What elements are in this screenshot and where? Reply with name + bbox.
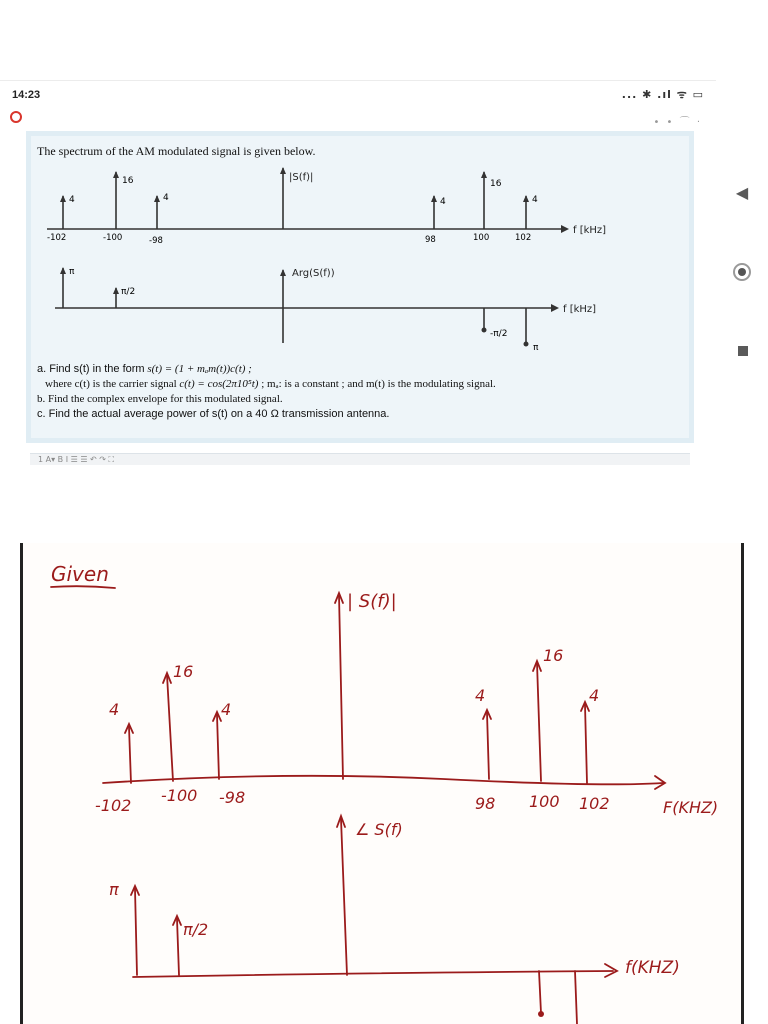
hw-phase-impulse bbox=[575, 971, 577, 1024]
hw-magnitude-tick: -102 bbox=[95, 796, 132, 815]
phase-label: Arg(S(f)) bbox=[292, 268, 335, 279]
hw-magnitude-value: 4 bbox=[221, 700, 232, 719]
phase-impulse bbox=[482, 308, 508, 339]
hw-magnitude-tick: -100 bbox=[161, 786, 198, 805]
hw-phase-impulse bbox=[539, 971, 541, 1013]
handwritten-notes bbox=[20, 543, 744, 1024]
status-icons: ... ✱ .ıl ᯤ ▭ bbox=[621, 88, 704, 101]
magnitude-impulse bbox=[60, 195, 75, 229]
svg-text:16: 16 bbox=[490, 179, 502, 189]
magnitude-impulse bbox=[481, 171, 502, 229]
magnitude-impulse bbox=[523, 195, 538, 229]
magnitude-tick: 100 bbox=[473, 233, 490, 243]
app-logo-icon bbox=[10, 111, 22, 123]
hw-axis-label: F(KHZ) bbox=[663, 798, 719, 817]
hw-magnitude-tick: -98 bbox=[219, 788, 246, 807]
hw-magnitude-tick: 102 bbox=[579, 794, 610, 813]
hw-phase-label: ∠ S(f) bbox=[355, 820, 403, 839]
part-a-carrier-prefix: where c(t) is the carrier signal bbox=[45, 378, 177, 390]
phase-impulse bbox=[113, 287, 135, 308]
hw-magnitude-value: 4 bbox=[475, 686, 486, 705]
svg-text:4: 4 bbox=[532, 195, 538, 205]
back-button-icon[interactable]: ◀ bbox=[735, 185, 749, 202]
hw-phase-impulse bbox=[177, 919, 179, 975]
hw-magnitude-impulse bbox=[167, 675, 173, 781]
svg-text:π: π bbox=[69, 267, 75, 277]
hw-magnitude-value: 16 bbox=[543, 646, 564, 665]
hw-magnitude-impulse bbox=[217, 715, 219, 779]
hw-magnitude-impulse bbox=[585, 705, 587, 783]
hw-phase-impulse bbox=[135, 889, 137, 975]
magnitude-spectrum-figure bbox=[41, 166, 661, 256]
hw-magnitude-tick: 100 bbox=[529, 792, 560, 811]
hw-heading: Given bbox=[51, 562, 109, 586]
status-time: 14:23 bbox=[12, 89, 41, 101]
question-title: The spectrum of the AM modulated signal is given below. bbox=[37, 144, 316, 158]
phone-screenshot bbox=[0, 80, 716, 466]
hw-magnitude-impulse bbox=[487, 713, 489, 779]
part-a-carrier-suffix: ; mₐ: is a constant ; and m(t) is the modulating signal. bbox=[261, 378, 496, 390]
hw-phase-axis bbox=[133, 971, 613, 977]
magnitude-tick: -98 bbox=[149, 236, 163, 246]
part-a-line1 bbox=[37, 362, 687, 377]
svg-text:π/2: π/2 bbox=[121, 287, 136, 297]
hw-magnitude-value: 4 bbox=[109, 700, 120, 719]
hw-magnitude-impulse bbox=[129, 727, 131, 783]
recent-apps-button-icon[interactable] bbox=[738, 346, 748, 356]
magnitude-axis-arrow-icon bbox=[561, 225, 569, 233]
phase-impulse bbox=[524, 308, 540, 353]
svg-text:4: 4 bbox=[69, 195, 75, 205]
part-a-formula: s(t) = (1 + mₐm(t))c(t) ; bbox=[147, 363, 252, 375]
editor-toolbar[interactable]: 1 A▾ B I ☰ ☰ ↶ ↷ ⛶ bbox=[30, 453, 690, 465]
magnitude-axis-label: f [kHz] bbox=[573, 225, 607, 236]
part-a-prefix: a. Find s(t) in the form bbox=[37, 363, 145, 375]
question-parts bbox=[37, 362, 687, 422]
magnitude-impulse bbox=[113, 171, 134, 229]
svg-text:4: 4 bbox=[163, 193, 169, 203]
magnitude-tick: 98 bbox=[425, 235, 436, 245]
magnitude-tick: -100 bbox=[103, 233, 123, 243]
hw-magnitude-label: | S(f)| bbox=[347, 591, 397, 612]
magnitude-tick: 102 bbox=[515, 233, 532, 243]
part-a-line2 bbox=[37, 377, 687, 392]
phase-axis-arrow-icon bbox=[551, 304, 559, 312]
phase-spectrum-figure bbox=[41, 258, 661, 358]
svg-text:-π/2: -π/2 bbox=[490, 329, 508, 339]
hw-magnitude-impulse bbox=[537, 663, 541, 781]
hw-magnitude-value: 16 bbox=[173, 662, 194, 681]
part-a-carrier: c(t) = cos(2π10⁵t) bbox=[179, 378, 259, 390]
svg-text:4: 4 bbox=[440, 197, 446, 207]
handwritten-figure bbox=[23, 543, 741, 1024]
hw-magnitude-value: 4 bbox=[589, 686, 600, 705]
magnitude-impulse bbox=[431, 195, 446, 229]
phase-impulse bbox=[60, 267, 75, 308]
magnitude-tick: -102 bbox=[47, 233, 67, 243]
hw-phase-axis-label: f(KHZ) bbox=[625, 958, 680, 978]
part-c: c. Find the actual average power of s(t) on a 40 Ω transmission antenna. bbox=[37, 408, 390, 420]
home-button-icon[interactable] bbox=[733, 263, 751, 281]
question-card bbox=[26, 131, 694, 443]
magnitude-label: |S(f)| bbox=[289, 172, 314, 183]
hw-phase-value: π bbox=[109, 880, 119, 899]
svg-text:π: π bbox=[533, 343, 539, 353]
more-options-icon[interactable]: • • ⌒ · bbox=[653, 117, 702, 128]
svg-text:16: 16 bbox=[122, 176, 134, 186]
hw-magnitude-tick: 98 bbox=[475, 794, 496, 813]
part-b: b. Find the complex envelope for this modulated signal. bbox=[37, 393, 283, 405]
magnitude-impulse bbox=[154, 193, 169, 229]
hw-phase-value: π/2 bbox=[183, 920, 209, 939]
hw-magnitude-axis bbox=[103, 776, 663, 785]
phase-axis-label: f [kHz] bbox=[563, 304, 597, 315]
